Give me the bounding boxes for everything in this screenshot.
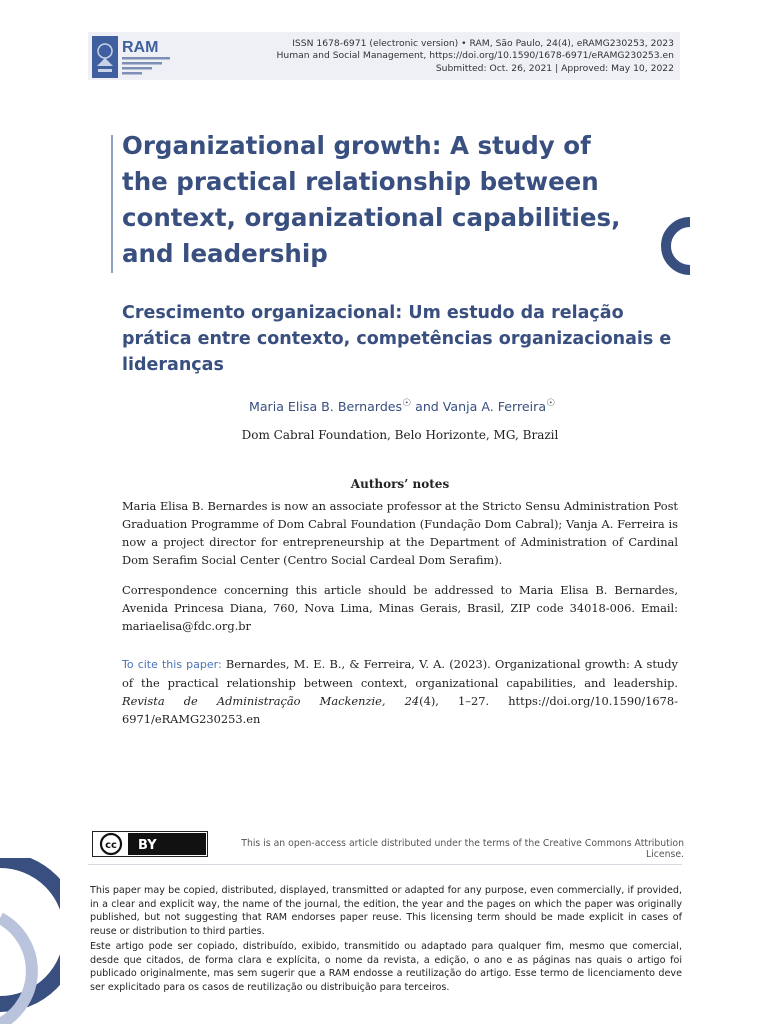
logo-text: RAM <box>122 39 159 56</box>
orcid-icon[interactable]: ☉ <box>402 398 412 409</box>
decorative-c-mark <box>650 216 690 276</box>
citation-label: To cite this paper: <box>122 658 222 671</box>
authors-notes-body: Maria Elisa B. Bernardes is now an associate professor at the Stricto Sensu Administration Post Graduation Programme of Dom Cabral Foundation (Fundação Dom Cabral); Vanja A. Ferreira is now a project director for entrepreneurship at the Department of Administration of Cardinal Dom Serafim Social Center (Centro Social Cardeal Dom Serafim). <box>122 499 678 567</box>
license-divider <box>88 864 682 865</box>
reuse-notice-en: This paper may be copied, distributed, displayed, transmitted or adapted for any purpose, even commercially, if provided, in a clear and explicit way, the name of the journal, the edition, the year and the pages on which the paper was originally published, but not suggesting that RAM endorses paper reuse. This licensing term should be made explicit in cases of reuse or distribution to third parties. <box>90 885 682 937</box>
correspondence-note: Correspondence concerning this article should be addressed to Maria Elisa B. Bernardes, Avenida Princesa Diana, 760, Nova Lima, Minas Gerais, Brasil, ZIP code 34018-006. Email: mariaelisa@fdc.org.br <box>122 583 678 633</box>
cc-by-badge[interactable] <box>92 831 208 857</box>
citation-journal: Revista de Administração Mackenzie <box>122 694 382 708</box>
license-text: This is an open-access article distributed under the terms of the Creative Commons Attribution License. <box>241 838 684 860</box>
field-doi-line[interactable]: Human and Social Management, https://doi.org/10.1590/1678-6971/eRAMG230253.en <box>276 50 674 62</box>
citation-sep: , <box>381 694 405 708</box>
decorative-arc <box>0 858 60 1024</box>
issn-block <box>234 38 674 75</box>
ram-logo <box>92 36 174 78</box>
by-text: BY <box>138 838 157 853</box>
author-connector: and <box>411 399 443 415</box>
orcid-icon[interactable]: ☉ <box>546 398 556 409</box>
issn-line: ISSN 1678-6971 (electronic version) • RAM, São Paulo, 24(4), eRAMG230253, 2023 <box>292 38 674 49</box>
article-subtitle: Crescimento organizacional: Um estudo da relação prática entre contexto, competências organizacionais e lideranças <box>122 303 672 375</box>
author-1: Maria Elisa B. Bernardes <box>248 399 403 415</box>
author-2: Vanja A. Ferreira <box>442 399 547 415</box>
title-rule <box>111 135 113 273</box>
citation-text: Bernardes, M. E. B., & Ferreira, V. A. (2023). Organizational growth: A study of the practical relationship between context, organizational capabilities, and leadership. <box>122 657 678 690</box>
reuse-notice-pt: Este artigo pode ser copiado, distribuído, exibido, transmitido ou adaptado para qualquer fim, mesmo que comercial, desde que citados, de forma clara e explícita, o nome da revista, a edição, o ano e as páginas nas quais o artigo foi publicado originalmente, mas sem sugerir que a RAM endosse a reutilização do artigo. Esse termo de licenciamento deve ser explicitado para os casos de reutilização ou distribuição para terceiros. <box>90 941 682 993</box>
citation-block <box>122 655 678 728</box>
dates-line: Submitted: Oct. 26, 2021 | Approved: May 10, 2022 <box>435 62 674 74</box>
authors-notes-heading: Authors’ notes <box>350 477 450 491</box>
citation-doi[interactable]: (4), 1–27. https://doi.org/10.1590/1678-6971/eRAMG230253.en <box>122 694 678 726</box>
cc-text: cc <box>105 840 117 851</box>
authors-line <box>122 398 682 414</box>
article-title: Organizational growth: A study of the practical relationship between context, organizational capabilities, and leadership <box>122 131 621 268</box>
citation-volume: 24 <box>404 694 420 708</box>
affiliation: Dom Cabral Foundation, Belo Horizonte, MG, Brazil <box>241 428 559 442</box>
